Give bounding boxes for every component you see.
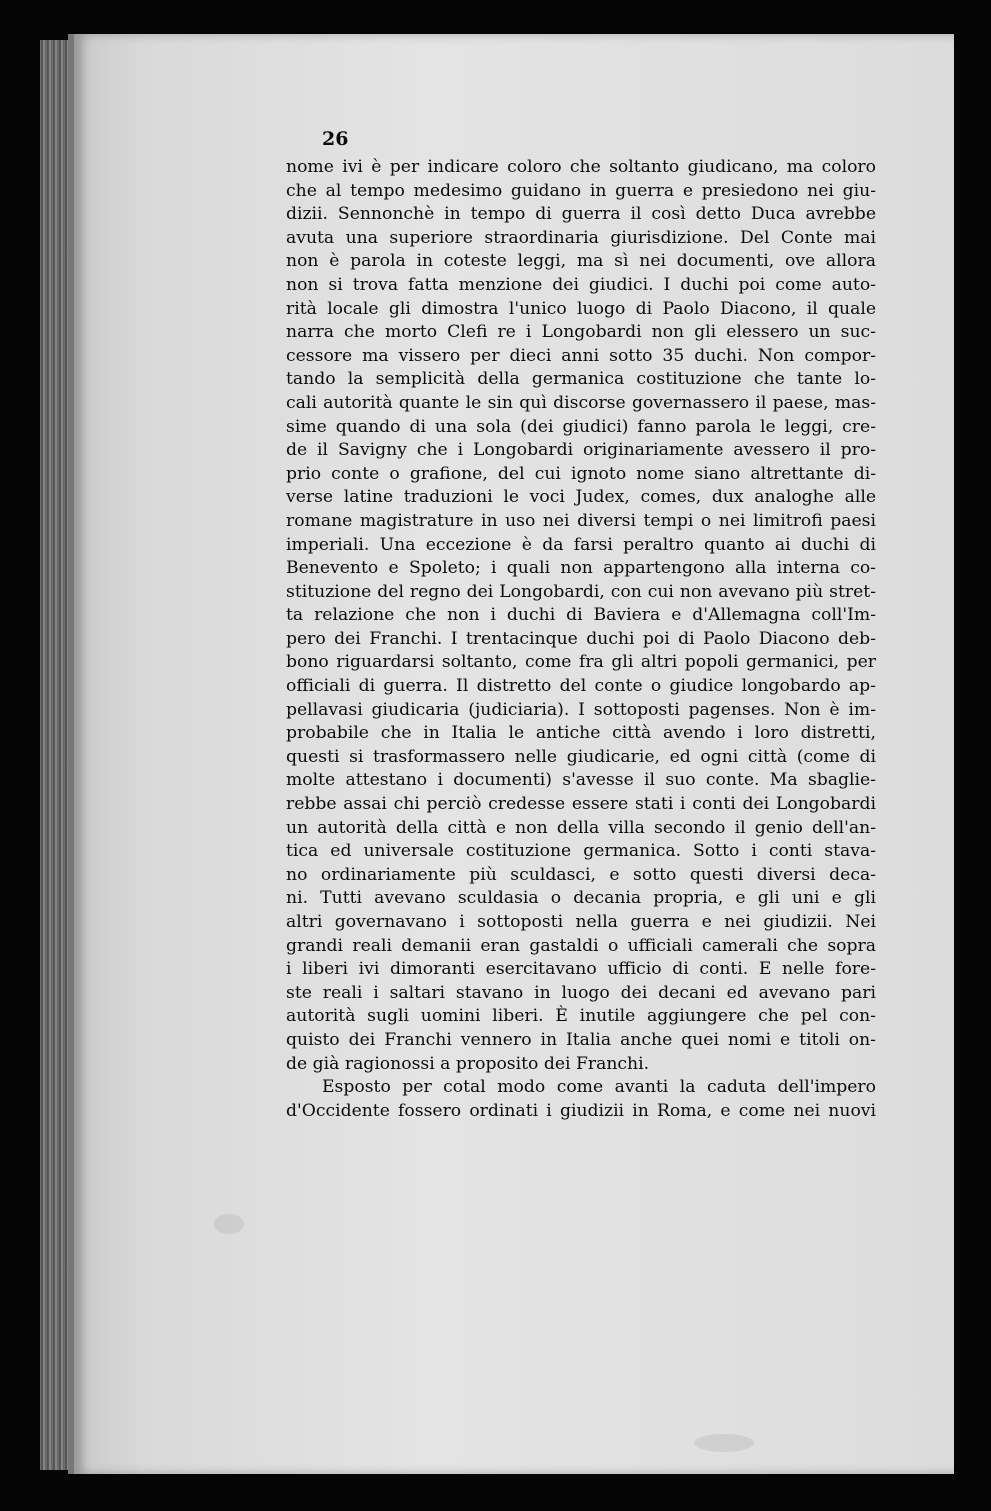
text-line: imperiali. Una eccezione è da farsi peraltro quanto ai duchi di (286, 534, 876, 555)
text-line: Benevento e Spoleto; i quali non appartengono alla interna co- (286, 558, 876, 579)
text-line: tando la semplicità della germanica costituzione che tante lo- (286, 369, 876, 390)
text-line: non è parola in coteste leggi, ma sì nei documenti, ove allora (286, 251, 876, 272)
text-line: quisto dei Franchi vennero in Italia anche quei nomi e titoli on- (286, 1029, 876, 1050)
text-line: cessore ma vissero per dieci anni sotto 35 duchi. Non compor- (286, 345, 876, 366)
text-line: de il Savigny che i Longobardi originariamente avessero il pro- (286, 440, 876, 461)
text-line: un autorità della città e non della villa secondo il genio dell'an- (286, 817, 876, 838)
text-line: narra che morto Clefi re i Longobardi non gli elessero un suc- (286, 322, 876, 343)
text-line: d'Occidente fossero ordinati i giudizii in Roma, e come nei nuovi (286, 1100, 876, 1121)
text-line: non si trova fatta menzione dei giudici. I duchi poi come auto- (286, 274, 876, 295)
text-line: officiali di guerra. Il distretto del conte o giudice longobardo ap- (286, 676, 876, 697)
text-line: rità locale gli dimostra l'unico luogo di Paolo Diacono, il quale (286, 298, 876, 319)
paragraph-2 (286, 1076, 876, 1123)
text-line: che al tempo medesimo guidano in guerra e presiedono nei giu- (286, 180, 876, 201)
text-line: ni. Tutti avevano sculdasia o decania propria, e gli uni e gli (286, 888, 876, 909)
text-line: tica ed universale costituzione germanica. Sotto i conti stava- (286, 841, 876, 862)
text-line: avuta una superiore straordinaria giurisdizione. Del Conte mai (286, 227, 876, 248)
text-line: molte attestano i documenti) s'avesse il suo conte. Ma sbaglie- (286, 770, 876, 791)
text-line: autorità sugli uomini liberi. È inutile aggiungere che pel con- (286, 1006, 876, 1027)
text-line: pero dei Franchi. I trentacinque duchi poi di Paolo Diacono deb- (286, 628, 876, 649)
page-text (286, 128, 876, 1123)
text-line: altri governavano i sottoposti nella guerra e nei giudizii. Nei (286, 912, 876, 932)
text-line: ste reali i saltari stavano in luogo dei decani ed avevano pari (286, 982, 876, 1003)
text-line: no ordinariamente più sculdasci, e sotto questi diversi deca- (286, 864, 876, 885)
text-line: i liberi ivi dimoranti esercitavano ufficio di conti. E nelle fore- (286, 959, 876, 980)
page-edge-stack (40, 40, 70, 1470)
text-line: ta relazione che non i duchi di Baviera e d'Allemagna coll'Im- (286, 605, 876, 626)
text-line: questi si trasformassero nelle giudicarie, ed ogni città (come di (286, 746, 876, 767)
text-line: verse latine traduzioni le voci Judex, comes, dux analoghe alle (286, 487, 876, 508)
text-line: rebbe assai chi perciò credesse essere stati i conti dei Longobardi (286, 794, 876, 815)
text-line: nome ivi è per indicare coloro che soltanto giudicano, ma coloro (286, 157, 876, 177)
text-line: cali autorità quante le sin quì discorse governassero il paese, mas- (286, 392, 876, 413)
text-line: sime quando di una sola (dei giudici) fanno parola le leggi, cre- (286, 416, 876, 437)
text-line: probabile che in Italia le antiche città avendo i loro distretti, (286, 723, 876, 744)
page-number: 26 (322, 128, 349, 150)
text-line: grandi reali demanii eran gastaldi o ufficiali camerali che sopra (286, 935, 876, 956)
paper-stain (214, 1214, 244, 1234)
text-line: pellavasi giudicaria (judiciaria). I sottoposti pagenses. Non è im- (286, 699, 876, 720)
text-line: romane magistrature in uso nei diversi tempi o nei limitrofi paesi (286, 510, 876, 531)
text-line: de già ragionossi a proposito dei Franchi. (286, 1053, 650, 1074)
text-line: stituzione del regno dei Longobardi, con cui non avevano più stret- (286, 581, 876, 602)
paper-stain (694, 1434, 754, 1452)
text-line: bono riguardarsi soltanto, come fra gli altri popoli germanici, per (286, 652, 876, 673)
text-line: Esposto per cotal modo come avanti la caduta dell'impero (322, 1077, 876, 1098)
text-line: prio conte o grafione, del cui ignoto nome siano altrettante di- (286, 463, 876, 484)
text-line: dizii. Sennonchè in tempo di guerra il così detto Duca avrebbe (286, 204, 876, 225)
paragraph-1 (286, 156, 876, 1076)
